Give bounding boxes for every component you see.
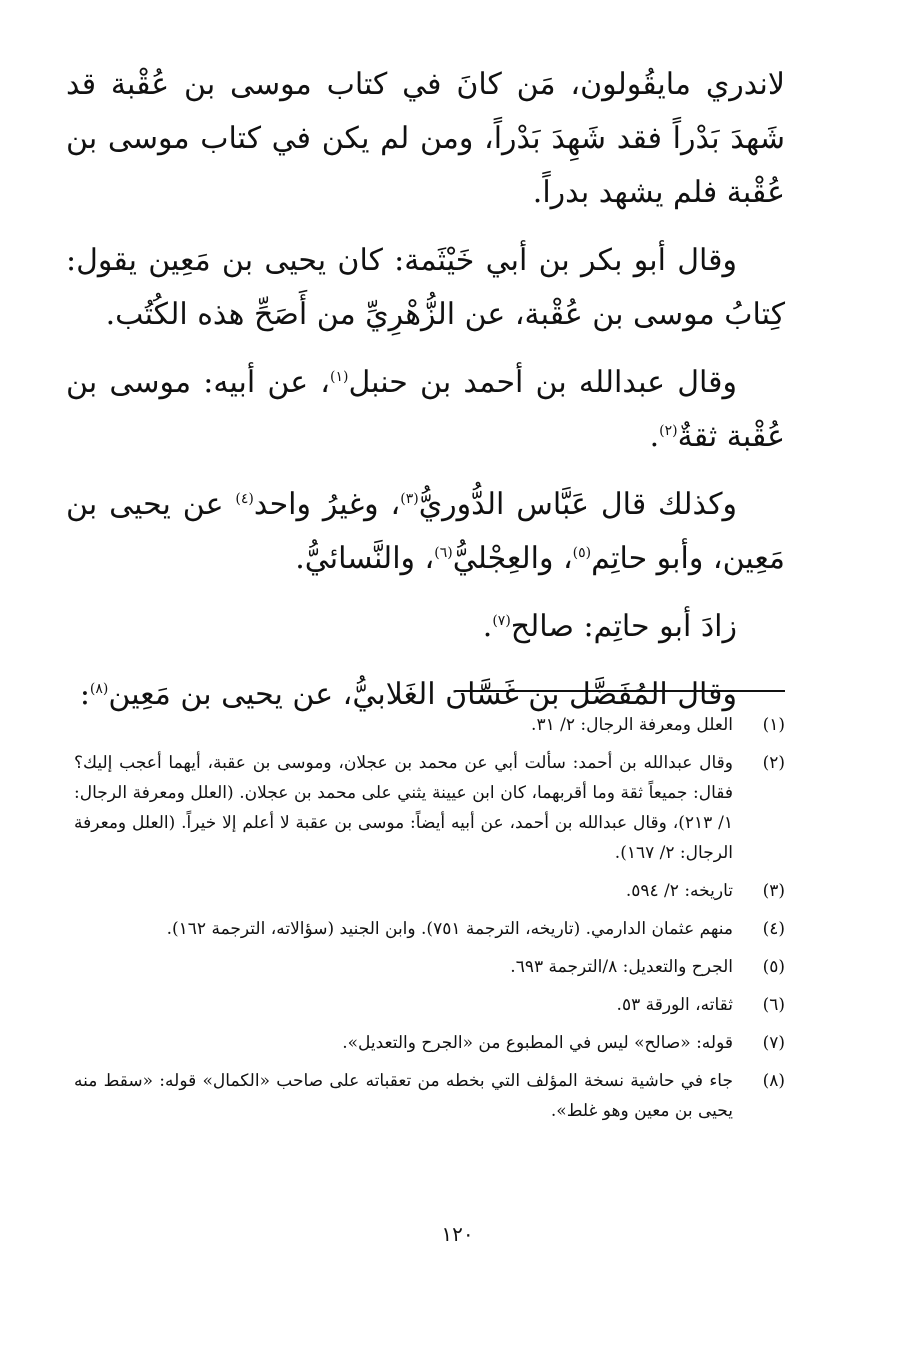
paragraph-text: وقال عبدالله بن أحمد بن حنبل [348, 365, 738, 400]
footnotes [74, 710, 785, 1134]
footnote-5 [74, 952, 785, 982]
paragraph-text: وقال أبو بكر بن أبي خَيْثَمة: كان يحيى بن مَعِين يقول: كِتابُ موسى بن عُقْبة، عن الزُّهْرِيِّ من أَصَحِّ هذه الكُتُب. [66, 243, 785, 332]
paragraph-text: ، عن أبيه: موسى بن عُقْبة ثقةٌ [66, 365, 785, 454]
footnote-7 [74, 1028, 785, 1058]
footnote-divider [455, 690, 785, 692]
footnote-marker: (٧) [492, 613, 511, 629]
footnote-text: وقال عبدالله بن أحمد: سألت أبي عن محمد بن عجلان، وموسى بن عقبة، أيهما أعجب إليك؟ فقال: جميعاً ثقة وما أقربهما، كان ابن عيينة يثني على محمد بن عجلان. (العلل ومعرفة الرجال: ١/ ٢١٣)، وقال عبدالله بن أحمد، عن أبيه أيضاً: موسى بن عقبة لا أعلم إلا خيراً. (العلل ومعرفة الرجال: ٢/ ١٦٧). [74, 753, 733, 863]
paragraph-3 [66, 356, 785, 464]
paragraph-text: ، والنَّسائيُّ. [295, 541, 435, 576]
paragraph-4 [66, 478, 785, 586]
footnote-number: (٨) [762, 1071, 785, 1091]
paragraph-text: ، والعِجْليُّ [452, 541, 573, 576]
paragraph-5 [66, 600, 785, 654]
footnote-marker: (٢) [659, 423, 678, 439]
footnote-number: (٣) [762, 881, 785, 901]
paragraph-text: ، وغيرُ واحد [253, 487, 401, 522]
paragraph-text: لاندري مايقُولون، مَن كانَ في كتاب موسى بن عُقْبة قد شَهدَ بَدْراً فقد شَهِدَ بَدْراً، ومن لم يكن في كتاب موسى بن عُقْبة فلم يشهد بدراً. [66, 67, 785, 210]
footnote-6 [74, 990, 785, 1020]
page-number: ١٢٠ [441, 1222, 474, 1246]
footnote-marker: (٦) [434, 545, 453, 561]
footnote-marker: (٥) [572, 545, 592, 561]
main-text [66, 58, 785, 736]
paragraph-text: وكذلك قال عَبَّاس الدُّوريُّ [418, 487, 737, 522]
footnote-text: الجرح والتعديل: ٨/الترجمة ٦٩٣. [510, 957, 733, 977]
paragraph-text: عن يحيى بن مَعِين، وأبو حاتِم [66, 487, 785, 576]
footnote-number: (٦) [762, 995, 785, 1015]
footnote-marker: (١) [329, 369, 349, 385]
footnote-1 [74, 710, 785, 740]
footnote-text: العلل ومعرفة الرجال: ٢/ ٣١. [531, 715, 733, 735]
paragraph-text: زادَ أبو حاتِم: صالح [510, 609, 737, 644]
footnote-3 [74, 876, 785, 906]
footnote-8 [74, 1066, 785, 1126]
footnote-number: (١) [762, 715, 785, 735]
paragraph-1 [66, 58, 785, 220]
footnote-text: ثقاته، الورقة ٥٣. [616, 995, 733, 1015]
footnote-number: (٧) [762, 1033, 785, 1053]
paragraph-text: وقال المُفَضَّل بن غَسَّان الغَلابيُّ، عن يحيى بن مَعِين [108, 677, 737, 712]
footnote-text: تاريخه: ٢/ ٥٩٤. [625, 881, 733, 901]
footnote-number: (٥) [762, 957, 785, 977]
footnote-number: (٤) [762, 919, 785, 939]
footnote-marker: (٣) [400, 491, 419, 507]
footnote-marker: (٨) [89, 681, 109, 697]
paragraph-text: : [79, 677, 90, 712]
paragraph-text: . [649, 419, 660, 454]
footnote-text: منهم عثمان الدارمي. (تاريخه، الترجمة ٧٥١). وابن الجنيد (سؤالاته، الترجمة ١٦٢). [166, 919, 733, 939]
paragraph-2 [66, 234, 785, 342]
footnote-text: قوله: «صالح» ليس في المطبوع من «الجرح والتعديل». [342, 1033, 733, 1053]
paragraph-text: . [482, 609, 493, 644]
footnote-2 [74, 748, 785, 868]
footnote-4 [74, 914, 785, 944]
footnote-marker: (٤) [235, 491, 254, 507]
footnote-number: (٢) [762, 753, 785, 773]
footnote-text: جاء في حاشية نسخة المؤلف التي بخطه من تعقباته على صاحب «الكمال» قوله: «سقط منه يحيى بن معين وهو غلط». [74, 1071, 733, 1121]
